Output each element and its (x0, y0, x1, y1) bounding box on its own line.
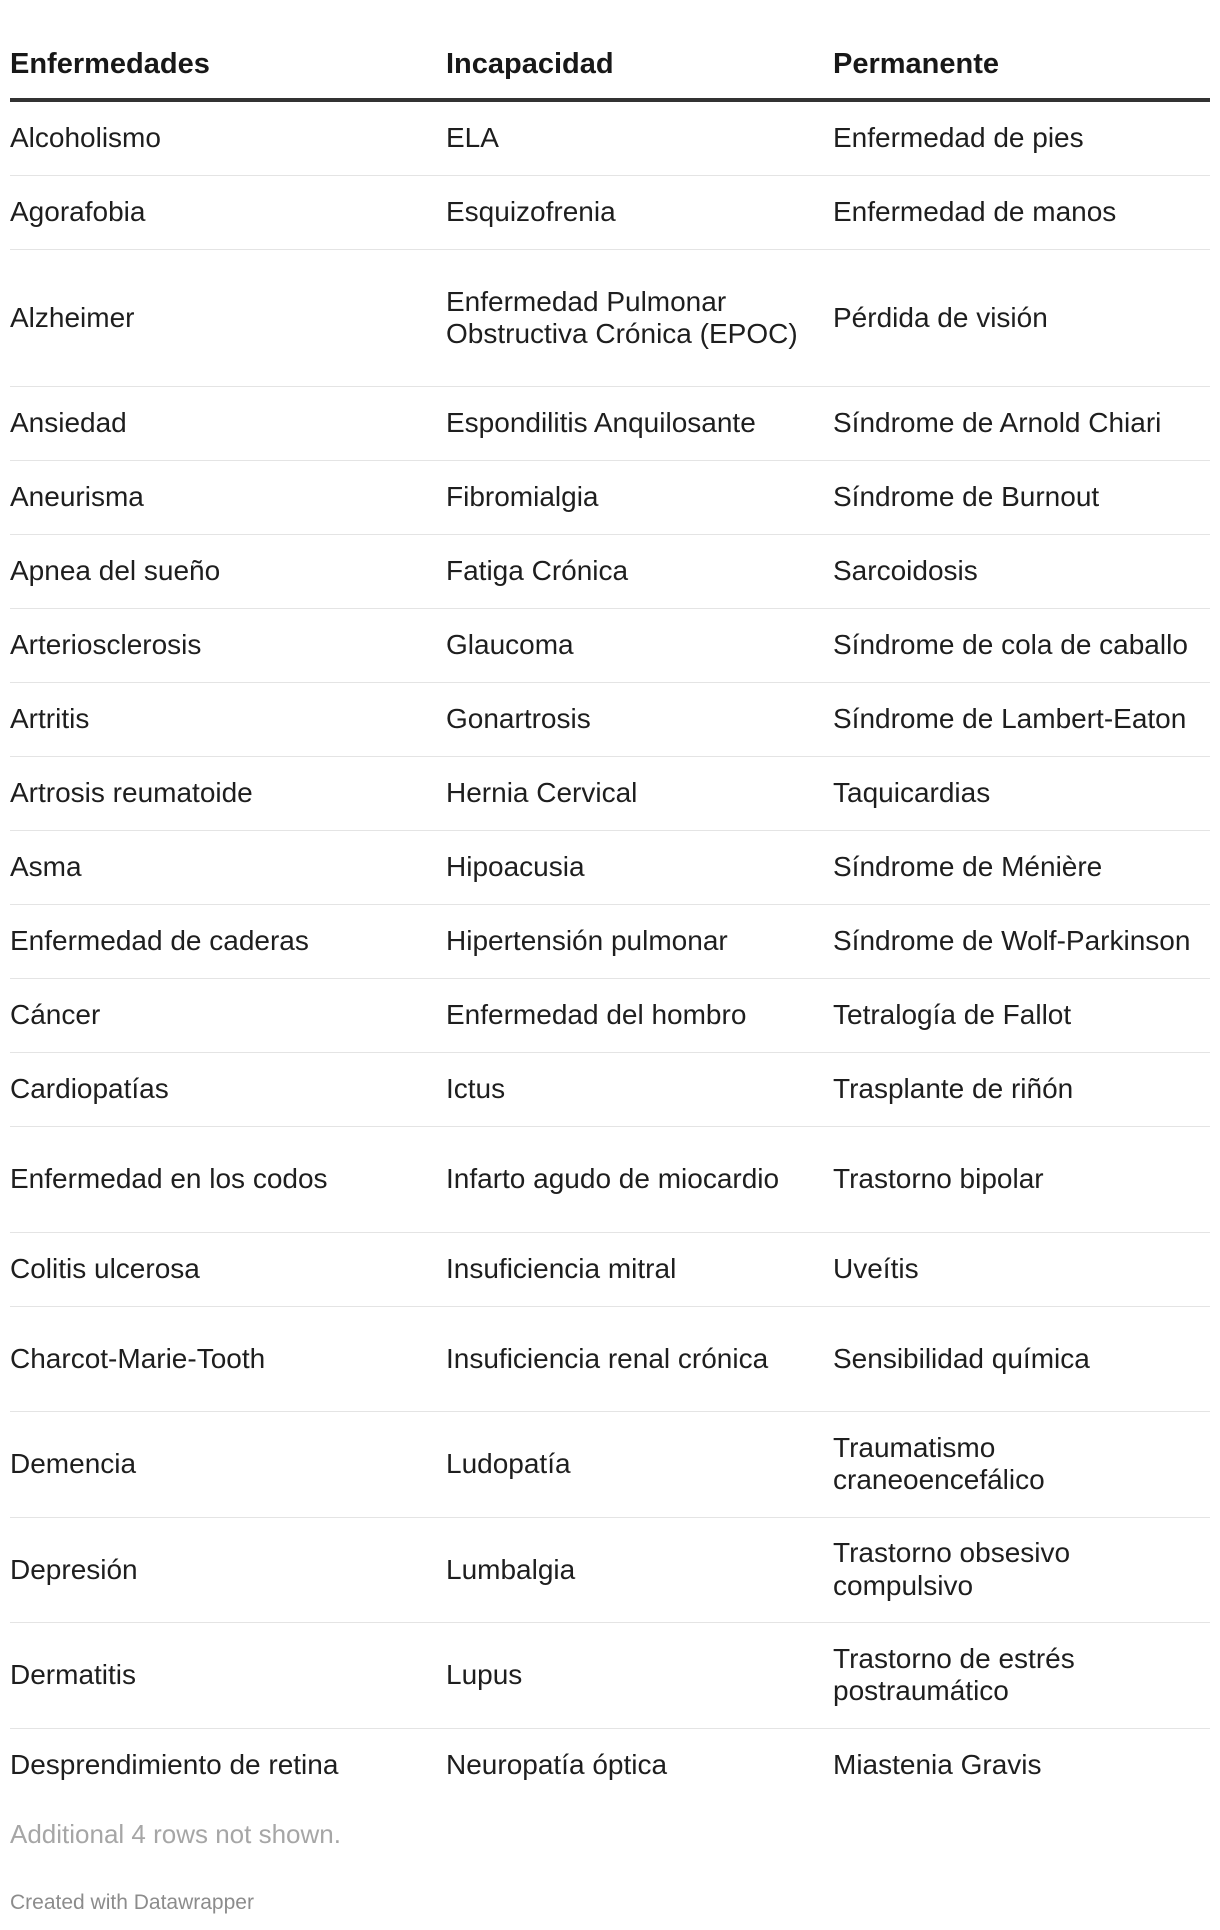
table-cell: Ansiedad (10, 387, 446, 461)
table-cell: Cáncer (10, 979, 446, 1053)
table-cell: Charcot-Marie-Tooth (10, 1306, 446, 1412)
table-row (10, 387, 1210, 461)
table-cell: Infarto agudo de miocardio (446, 1127, 833, 1233)
table-cell: Síndrome de Burnout (833, 461, 1210, 535)
table-cell: Alzheimer (10, 250, 446, 387)
table-cell: Fibromialgia (446, 461, 833, 535)
table-row (10, 1728, 1210, 1802)
table-cell: Glaucoma (446, 609, 833, 683)
table-cell: Depresión (10, 1517, 446, 1623)
table-cell: Insuficiencia mitral (446, 1232, 833, 1306)
table-cell: Alcoholismo (10, 100, 446, 176)
table-cell: Artrosis reumatoide (10, 757, 446, 831)
table-cell: ELA (446, 100, 833, 176)
table-cell: Hipertensión pulmonar (446, 905, 833, 979)
table-header-row (10, 30, 1210, 100)
table-row (10, 461, 1210, 535)
table-cell: Demencia (10, 1412, 446, 1518)
table-cell: Hipoacusia (446, 831, 833, 905)
table-cell: Espondilitis Anquilosante (446, 387, 833, 461)
table-cell: Taquicardias (833, 757, 1210, 831)
table-cell: Pérdida de visión (833, 250, 1210, 387)
table-cell: Síndrome de Lambert-Eaton (833, 683, 1210, 757)
table-row (10, 1232, 1210, 1306)
table-row (10, 757, 1210, 831)
table-row (10, 1517, 1210, 1623)
table-cell: Tetralogía de Fallot (833, 979, 1210, 1053)
table-cell: Trastorno bipolar (833, 1127, 1210, 1233)
table-cell: Fatiga Crónica (446, 535, 833, 609)
table-cell: Síndrome de Arnold Chiari (833, 387, 1210, 461)
table-cell: Hernia Cervical (446, 757, 833, 831)
table-notes: Additional 4 rows not shown. (10, 1819, 341, 1849)
table-cell: Colitis ulcerosa (10, 1232, 446, 1306)
table-row (10, 831, 1210, 905)
table-row (10, 100, 1210, 176)
table-cell: Insuficiencia renal crónica (446, 1306, 833, 1412)
table-cell: Cardiopatías (10, 1053, 446, 1127)
table-row (10, 176, 1210, 250)
table-cell: Sarcoidosis (833, 535, 1210, 609)
table-row (10, 1053, 1210, 1127)
table-cell: Sensibilidad química (833, 1306, 1210, 1412)
table-cell: Lupus (446, 1623, 833, 1729)
table-cell: Enfermedad de caderas (10, 905, 446, 979)
diseases-table (10, 30, 1210, 1802)
table-row (10, 979, 1210, 1053)
table-cell: Enfermedad del hombro (446, 979, 833, 1053)
table-row (10, 1306, 1210, 1412)
table-row (10, 1412, 1210, 1518)
table-row (10, 609, 1210, 683)
table-cell: Dermatitis (10, 1623, 446, 1729)
column-header-incapacidad[interactable]: Incapacidad (446, 30, 833, 100)
table-row (10, 683, 1210, 757)
table-row (10, 535, 1210, 609)
table-cell: Síndrome de Ménière (833, 831, 1210, 905)
table-cell: Síndrome de cola de caballo (833, 609, 1210, 683)
column-header-enfermedades[interactable]: Enfermedades (10, 30, 446, 100)
table-cell: Síndrome de Wolf-Parkinson (833, 905, 1210, 979)
table-cell: Esquizofrenia (446, 176, 833, 250)
table-row (10, 905, 1210, 979)
table-cell: Traumatismo craneoencefálico (833, 1412, 1210, 1518)
table-cell: Enfermedad de pies (833, 100, 1210, 176)
table-row (10, 250, 1210, 387)
table-cell: Arteriosclerosis (10, 609, 446, 683)
table-cell: Asma (10, 831, 446, 905)
table-cell: Lumbalgia (446, 1517, 833, 1623)
table-cell: Neuropatía óptica (446, 1748, 668, 1780)
table-cell: Artritis (10, 683, 446, 757)
table-cell: Desprendimiento de retina (10, 1748, 339, 1780)
table-cell: Uveítis (833, 1232, 1210, 1306)
table-cell: Enfermedad Pulmonar Obstructiva Crónica (EPOC) (446, 250, 833, 387)
column-header-permanente[interactable]: Permanente (833, 30, 1210, 100)
table-cell: Trastorno obsesivo compulsivo (833, 1517, 1210, 1623)
table-cell: Ictus (446, 1053, 833, 1127)
table-cell: Trastorno de estrés postraumático (833, 1623, 1210, 1729)
datawrapper-credit-link[interactable]: Created with Datawrapper (10, 1891, 254, 1914)
table-row (10, 1623, 1210, 1729)
table-cell: Ludopatía (446, 1412, 833, 1518)
table-cell: Miastenia Gravis (833, 1748, 1042, 1780)
table-cell: Aneurisma (10, 461, 446, 535)
table-cell: Trasplante de riñón (833, 1053, 1210, 1127)
table-cell: Agorafobia (10, 176, 446, 250)
table-cell: Apnea del sueño (10, 535, 446, 609)
table-row (10, 1127, 1210, 1233)
table-cell: Enfermedad de manos (833, 176, 1210, 250)
table-cell: Gonartrosis (446, 683, 833, 757)
table-cell: Enfermedad en los codos (10, 1127, 446, 1233)
